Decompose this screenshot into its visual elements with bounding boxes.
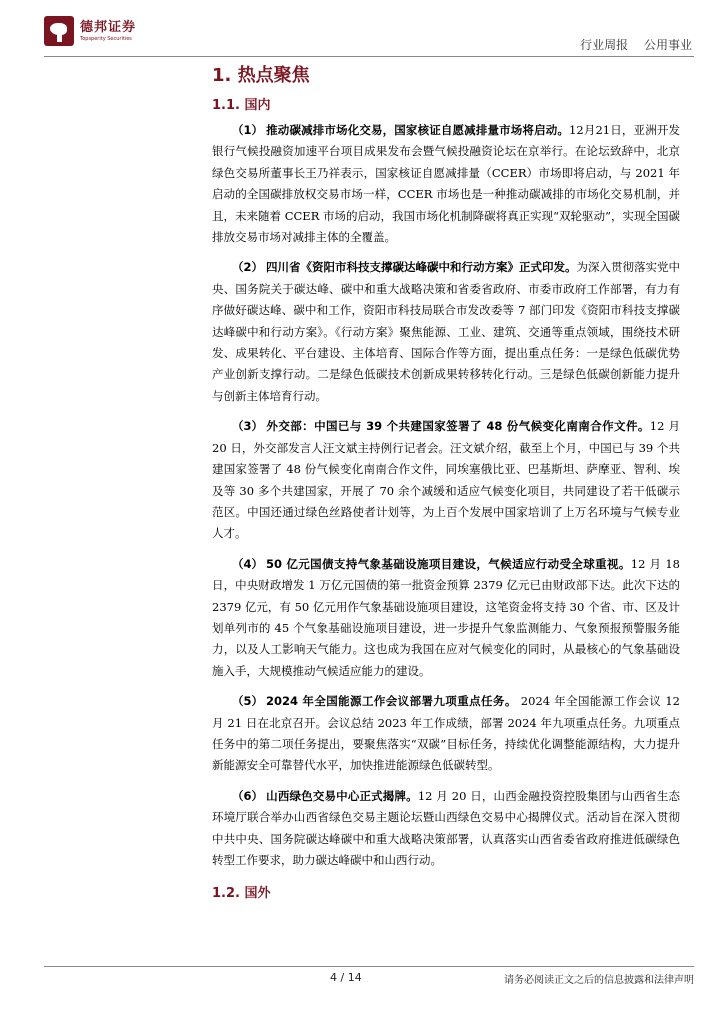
legal-disclaimer: 请务必阅读正文之后的信息披露和法律声明 bbox=[504, 975, 694, 986]
news-item-5 bbox=[212, 691, 680, 777]
logo-name-cn: 德邦证券 bbox=[80, 19, 137, 35]
item-body: 为深入贯彻落实党中央、国务院关于碳达峰、碳中和重大战略决策和省委省政府、市委市政府工作部署，有力有序做好碳达峰、碳中和工作，资阳市科技局联合市发改委等 7 部门印发《资阳市科技支撑碳达峰碳中和行动方案》。《行动方案》聚焦能源、工业、建筑、交通等重点领域，围绕技术研发、成果转化、平台建设、主体培育、国际合作等方面，提出重点任务：一是绿色低碳优势产业创新支撑行动。二是绿色低碳技术创新成果转移转化行动。三是绿色低碳创新能力提升与创新主体培育行动。 bbox=[212, 260, 680, 403]
subsection-title-domestic: 1.1. 国内 bbox=[212, 98, 271, 113]
news-item-3 bbox=[212, 416, 680, 544]
main-content bbox=[212, 58, 680, 908]
item-body: 12月21日，亚洲开发银行气候投融资加速平台项目成果发布会暨气候投融资论坛在京举行。在论坛致辞中，北京绿色交易所董事长王乃祥表示，国家核证自愿减排量（CCER）市场即将启动，与 2021 年启动的全国碳排放权交易市场一样，CCER 市场也是一种推动碳减排的市场化交易机制，并且，未来随着 CCER 市场的启动，我国市场化机制降碳将真正实现“双轮驱动”，实现全国碳排放交易市场对减排主体的全覆盖。 bbox=[212, 123, 680, 245]
item-headline: 山西绿色交易中心正式揭牌。 bbox=[266, 788, 418, 803]
item-headline: 推动碳减排市场化交易，国家核证自愿减排量市场将启动。 bbox=[266, 123, 570, 137]
item-headline: 外交部：中国已与 39 个共建国家签署了 48 份气候变化南南合作文件。 bbox=[266, 419, 650, 434]
item-body: 12 月 20 日，外交部发言人汪文斌主持例行记者会。汪文斌介绍，截至上个月，中国已与 39 个共建国家签署了 48 份气候变化南南合作文件，同埃塞俄比亚、巴基斯坦、萨摩亚、智利、埃及等 30 多个共建国家，开展了 70 余个减缓和适应气候变化项目，共同建设了若干低碳示范区。中国还通过绿色丝路使者计划等，为上百个发展中国家培训了上万名环境与气候专业人才。 bbox=[212, 419, 680, 541]
item-body: 12 月 20 日，山西金融投资控股集团与山西省生态环境厅联合举办山西省绿色交易主题论坛暨山西绿色交易中心揭牌仪式。活动旨在深入贯彻中共中央、国务院碳达峰碳中和重大战略决策部署，认真落实山西省委省政府推进低碳绿色转型工作要求，助力碳达峰碳中和山西行动。 bbox=[212, 788, 681, 867]
item-headline: 2024 年全国能源工作会议部署九项重点任务。 bbox=[266, 694, 517, 709]
item-number: （2） bbox=[232, 260, 264, 275]
company-logo bbox=[44, 16, 136, 46]
item-headline: 50 亿元国债支持气象基础设施项目建设，气候适应行动受全球重视。 bbox=[266, 556, 631, 571]
report-header-info bbox=[580, 36, 692, 53]
item-headline: 四川省《资阳市科技支撑碳达峰碳中和行动方案》正式印发。 bbox=[266, 260, 577, 275]
report-type: 行业周报 bbox=[580, 38, 629, 52]
industry-name: 公用事业 bbox=[643, 38, 692, 52]
news-item-1 bbox=[212, 120, 680, 248]
news-item-6 bbox=[212, 786, 680, 872]
page-number: 4 / 14 bbox=[330, 971, 362, 984]
logo-emblem-icon bbox=[44, 16, 74, 46]
subsection-title-foreign: 1.2. 国外 bbox=[212, 886, 271, 902]
header-divider bbox=[44, 56, 694, 57]
news-item-4 bbox=[212, 554, 680, 682]
logo-name-en: Topsperity Securities bbox=[80, 35, 132, 42]
footer-divider bbox=[44, 966, 694, 967]
section-title: 1. 热点聚焦 bbox=[212, 65, 310, 86]
item-body: 2024 年全国能源工作会议 12 月 21 日在北京召开。会议总结 2023 年工作成绩，部署 2024 年九项重点任务。九项重点任务中的第二项任务提出，要聚焦落实“双碳”目标任务，持续优化调整能源结构，大力提升新能源安全可靠替代水平，加快推进能源绿色低碳转型。 bbox=[212, 694, 680, 773]
item-body: 12 月 18 日，中央财政增发 1 万亿元国债的第一批资金预算 2379 亿元已由财政部下达。此次下达的 2379 亿元，有 50 亿元用作气象基础设施项目建设，这笔资金将支持 30 个省、市、区及计划单列市的 45 个气象基础设施项目建设，进一步提升气象监测能力、气象预报预警服务能力，以及人工影响天气能力。这也成为我国在应对气候变化的同时，从最核心的气象基础设施入手，大规模推动气候适应能力的建设。 bbox=[212, 556, 681, 678]
item-number: （3） bbox=[232, 419, 264, 434]
news-item-2 bbox=[212, 257, 680, 407]
item-number: （6） bbox=[232, 788, 264, 803]
item-number: （1） bbox=[232, 123, 264, 137]
item-number: （5） bbox=[232, 694, 264, 709]
item-number: （4） bbox=[232, 556, 264, 571]
